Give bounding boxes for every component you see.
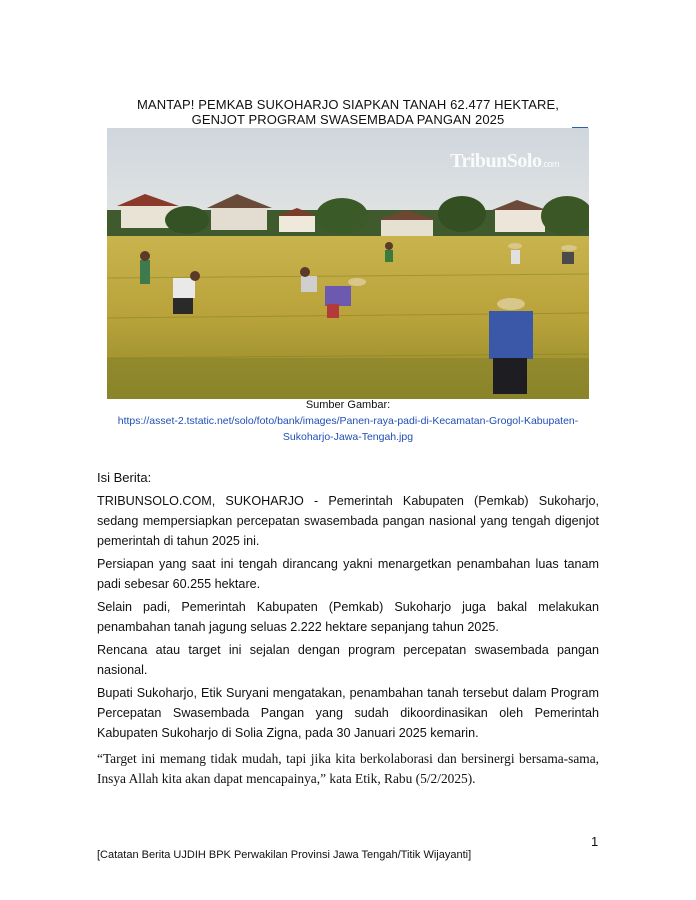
article-body: [97, 468, 599, 792]
watermark: TribunSolo.com: [450, 150, 559, 172]
article-paragraph-1: TRIBUNSOLO.COM, SUKOHARJO - Pemerintah Kabupaten (Pemkab) Sukoharjo, sedang mempersiapkan percepatan swasembada pangan nasional yang tengah digenjot pemerintah di tahun 2025 ini.: [97, 494, 599, 548]
image-source-label: Sumber Gambar:: [305, 399, 391, 411]
image-source-url-line-1[interactable]: https://asset-2.tstatic.net/solo/foto/bank/images/Panen-raya-padi-di-Kecamatan-Grogol-Kabupaten-: [117, 415, 579, 427]
article-paragraph-4: Rencana atau target ini sejalan dengan program percepatan swasembada pangan nasional.: [97, 643, 599, 677]
article-paragraph-3: Selain padi, Pemerintah Kabupaten (Pemkab) Sukoharjo juga bakal melakukan penambahan tanah jagung seluas 2.222 hektare sepanjang tahun 2025.: [97, 600, 599, 634]
article-heading: Isi Berita:: [97, 470, 152, 485]
page-number: 1: [591, 834, 599, 849]
image-source-url-line-2[interactable]: Sukoharjo-Jawa-Tengah.jpg: [282, 431, 414, 443]
article-paragraph-2: Persiapan yang saat ini tengah dirancang yakni menargetkan penambahan luas tanam padi sebesar 60.255 hektare.: [97, 557, 599, 591]
image-source-url[interactable]: [110, 413, 586, 445]
article-quote: “Target ini memang tidak mudah, tapi jika kita berkolaborasi dan bersinergi bersama-sama, Insya Allah kita akan dapat mencapainya,” kata Etik, Rabu (5/2/2025).: [97, 751, 599, 786]
article-photo: [107, 128, 589, 399]
title-line-2: GENJOT PROGRAM SWASEMBADA PANGAN 2025: [191, 112, 505, 127]
article-paragraph-5: Bupati Sukoharjo, Etik Suryani mengatakan, penambahan tanah tersebut dalam Program Percepatan Swasembada Pangan yang sudah dikoordinasikan oleh Pemerintah Kabupaten Sukoharjo di Solia Zigna, pada 30 Januari 2025 kemarin.: [97, 686, 599, 740]
page-footer: [Catatan Berita UJDIH BPK Perwakilan Provinsi Jawa Tengah/Titik Wijayanti]: [97, 849, 472, 861]
title-line-1: MANTAP! PEMKAB SUKOHARJO SIAPKAN TANAH 62.477 HEKTARE,: [137, 97, 559, 112]
article-title: [60, 97, 636, 127]
